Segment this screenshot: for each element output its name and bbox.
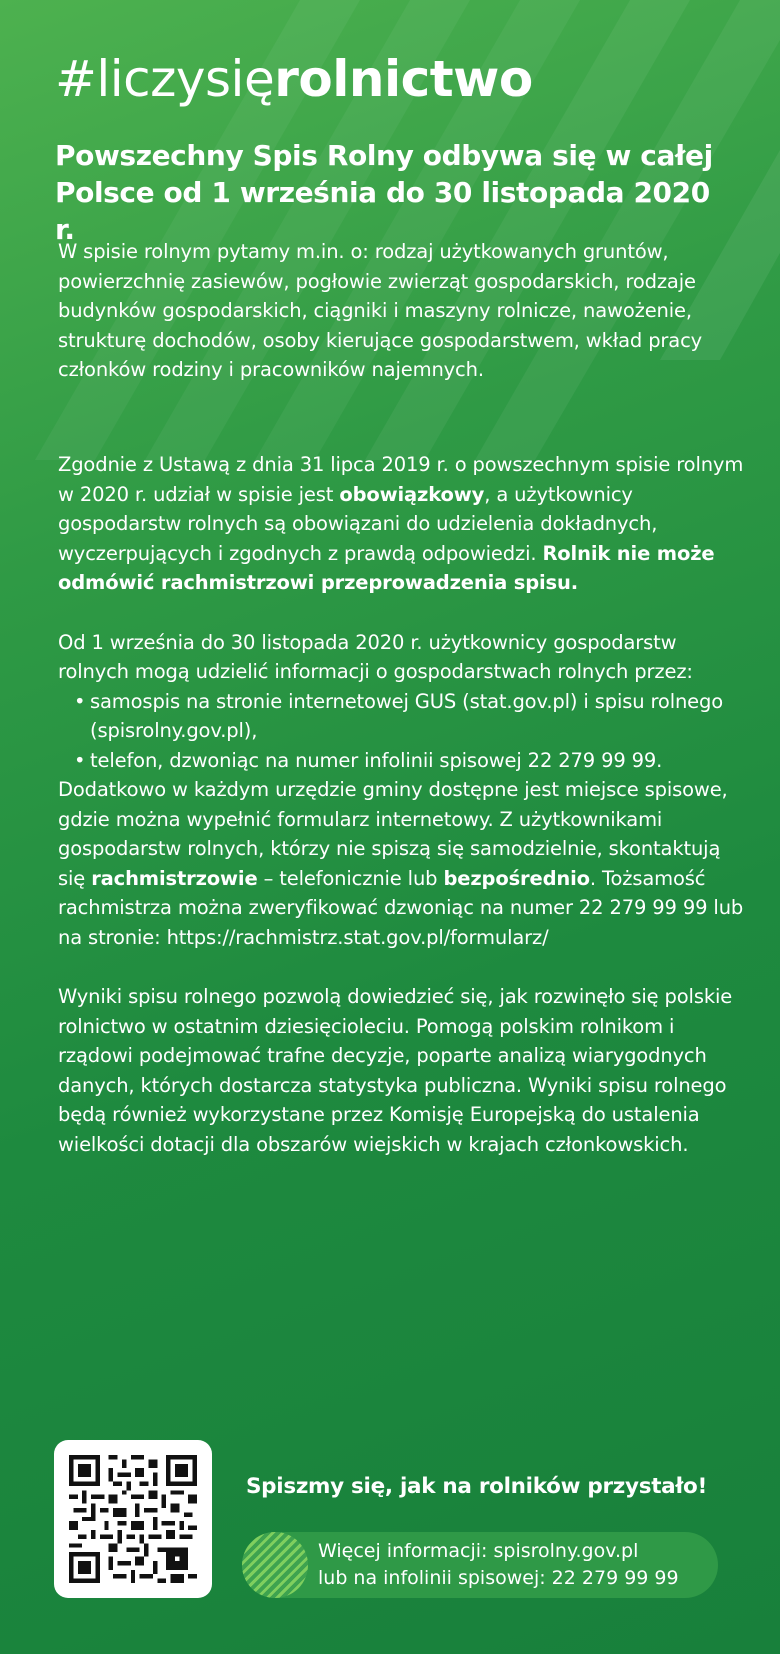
additional-paragraph — [58, 775, 748, 952]
headline — [55, 137, 735, 248]
info-pill — [242, 1532, 718, 1598]
striped-circle-icon — [242, 1532, 308, 1598]
qr-code-icon — [69, 1455, 197, 1583]
intro-paragraph: W spisie rolnym pytamy m.in. o: rodzaj użytkowanych gruntów, powierzchnię zasiewów, pogłowie zwierząt gospodarskich, rodzaje budynków gospodarskich, ciągniki i maszyny rolnicze, nawożenie, strukturę dochodów, osoby kierujące gospodarstwem, wkład pracy członków rodziny i pracowników najemnych. — [58, 240, 703, 381]
list-item: • samospis na stronie internetowej GUS (stat.gov.pl) i spisu rolnego (spisrolny.gov.pl), — [58, 687, 748, 746]
hashtag-bold: rolnictwo — [274, 50, 533, 108]
info-line-hotline: lub na infolinii spisowej: 22 279 99 99 — [318, 1567, 679, 1589]
info-line-website: Więcej informacji: spisrolny.gov.pl — [318, 1540, 639, 1562]
campaign-hashtag — [55, 44, 533, 114]
law-paragraph — [58, 450, 748, 598]
law-text-1: Zgodnie z Ustawą z dnia 31 lipca 2019 r. o powszechnym spisie rolnym w 2020 r. udział w spisie jest — [58, 453, 744, 506]
hashtag-prefix: #liczysię — [55, 50, 275, 108]
slogan: Spiszmy się, jak na rolników przystało! — [246, 1474, 708, 1499]
results-paragraph: Wyniki spisu rolnego pozwolą dowiedzieć się, jak rozwinęło się polskie rolnictwo w ostatnim dziesięcioleciu. Pomogą polskim rolnikom i rządowi podejmować trafne decyzje, poparte analizą wiarygodnych danych, których dostarcza statystyka publiczna. Wyniki spisu rolnego będą również wykorzystane przez Komisję Europejską do ustalenia wielkości dotacji dla obszarów wiejskich w krajach członkowskich. — [58, 985, 733, 1156]
additional-text-3: . Tożsamość rachmistrza można zweryfikować dzwoniąc na numer 22 279 99 99 lub na stronie: https://rachmistrz.stat.gov.pl/formularz/ — [58, 866, 744, 949]
law-bold-no-refusal: Rolnik nie może odmówić rachmistrzowi przeprowadzenia spisu. — [58, 541, 715, 594]
qr-code — [54, 1440, 212, 1598]
law-text-2: , a użytkownicy gospodarstw rolnych są obowiązani do udzielenia dokładnych, wyczerpujących i zgodnych z prawdą odpowiedzi. — [58, 482, 658, 565]
headline-line-1: Powszechny Spis Rolny odbywa się w całej — [55, 139, 713, 172]
methods-lead: Od 1 września do 30 listopada 2020 r. użytkownicy gospodarstw rolnych mogą udzielić informacji o gospodarstwach rolnych przez: — [58, 630, 693, 683]
body-text — [58, 450, 748, 1159]
law-bold-obligatory: obowiązkowy — [339, 482, 485, 506]
additional-text-2: – telefonicznie lub — [257, 866, 444, 890]
methods-list — [58, 687, 748, 776]
additional-text-1: Dodatkowo w każdym urzędzie gminy dostępne jest miejsce spisowe, gdzie można wypełnić formularz internetowy. Z użytkownikami gospodarstw rolnych, którzy nie spiszą się samodzielnie, skontaktują się — [58, 778, 728, 890]
headline-line-2: Polsce od 1 września do 30 listopada 2020 r. — [55, 176, 710, 246]
additional-bold-directly: bezpośrednio — [443, 866, 590, 890]
info-text — [318, 1538, 679, 1592]
additional-bold-enumerators: rachmistrzowie — [91, 866, 258, 890]
list-item: • telefon, dzwoniąc na numer infolinii spisowej 22 279 99 99. — [58, 746, 748, 776]
